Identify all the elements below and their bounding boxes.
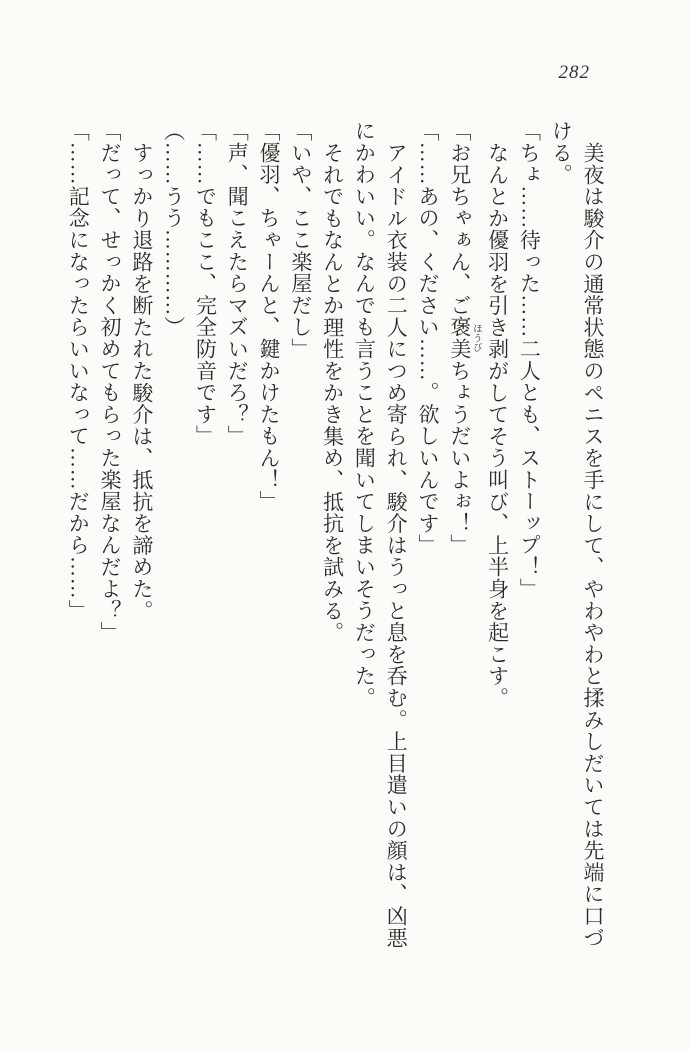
text-line: すっかり退路を断たれた駿介は、抵抗を諦めた。 bbox=[129, 141, 154, 622]
text-line: それでもなんとか理性をかき集め、抵抗を試みる。 bbox=[320, 141, 345, 643]
text-line: 「いや、ここ楽屋だし」 bbox=[288, 120, 313, 360]
ruby-annotated-word: 褒美 ほうび bbox=[447, 316, 481, 360]
text-line: アイドル衣装の二人につめ寄られ、駿介はうっと息を呑む。上目遣いの顔は、凶悪 bbox=[384, 141, 409, 949]
text-line: 「ちょ……待った……二人とも、ストーップ！」 bbox=[517, 120, 542, 600]
text-line: 「……あの、ください……。欲しいんです」 bbox=[416, 120, 441, 556]
text-line: 美夜は駿介の通常状態のペニスを手にして、やわやわと揉みしだいては先端に口づ bbox=[581, 141, 605, 949]
text-line: なんとか優羽を引き剥がしてそう叫び、上半身を起こす。 bbox=[485, 141, 510, 709]
page-number: 282 bbox=[558, 62, 590, 83]
text-line: 「お兄ちゃぁん、ご褒美 ほうびちょうだいよぉ！」 bbox=[447, 120, 481, 557]
text-line: 「……でもここ、完全防音です」 bbox=[193, 120, 218, 447]
text-line: にかわいい。なんでも言うことを聞いてしまいそうだった。 bbox=[352, 120, 377, 709]
vertical-text-block bbox=[61, 120, 608, 958]
text-line: ける。 bbox=[549, 120, 574, 186]
text-line: 「だって、せっかく初めてもらった楽屋なんだよ？」 bbox=[98, 120, 123, 644]
furigana: ほうび bbox=[470, 316, 481, 360]
text-line: 「優羽、ちゃーんと、鍵かけたもん！」 bbox=[257, 120, 282, 513]
text-line: （……うう…………） bbox=[161, 120, 186, 338]
text-line: 「……記念になったらいいなって……だから……」 bbox=[66, 120, 91, 622]
text-line: 「声、聞こえたらマズいだろ？」 bbox=[225, 120, 250, 447]
